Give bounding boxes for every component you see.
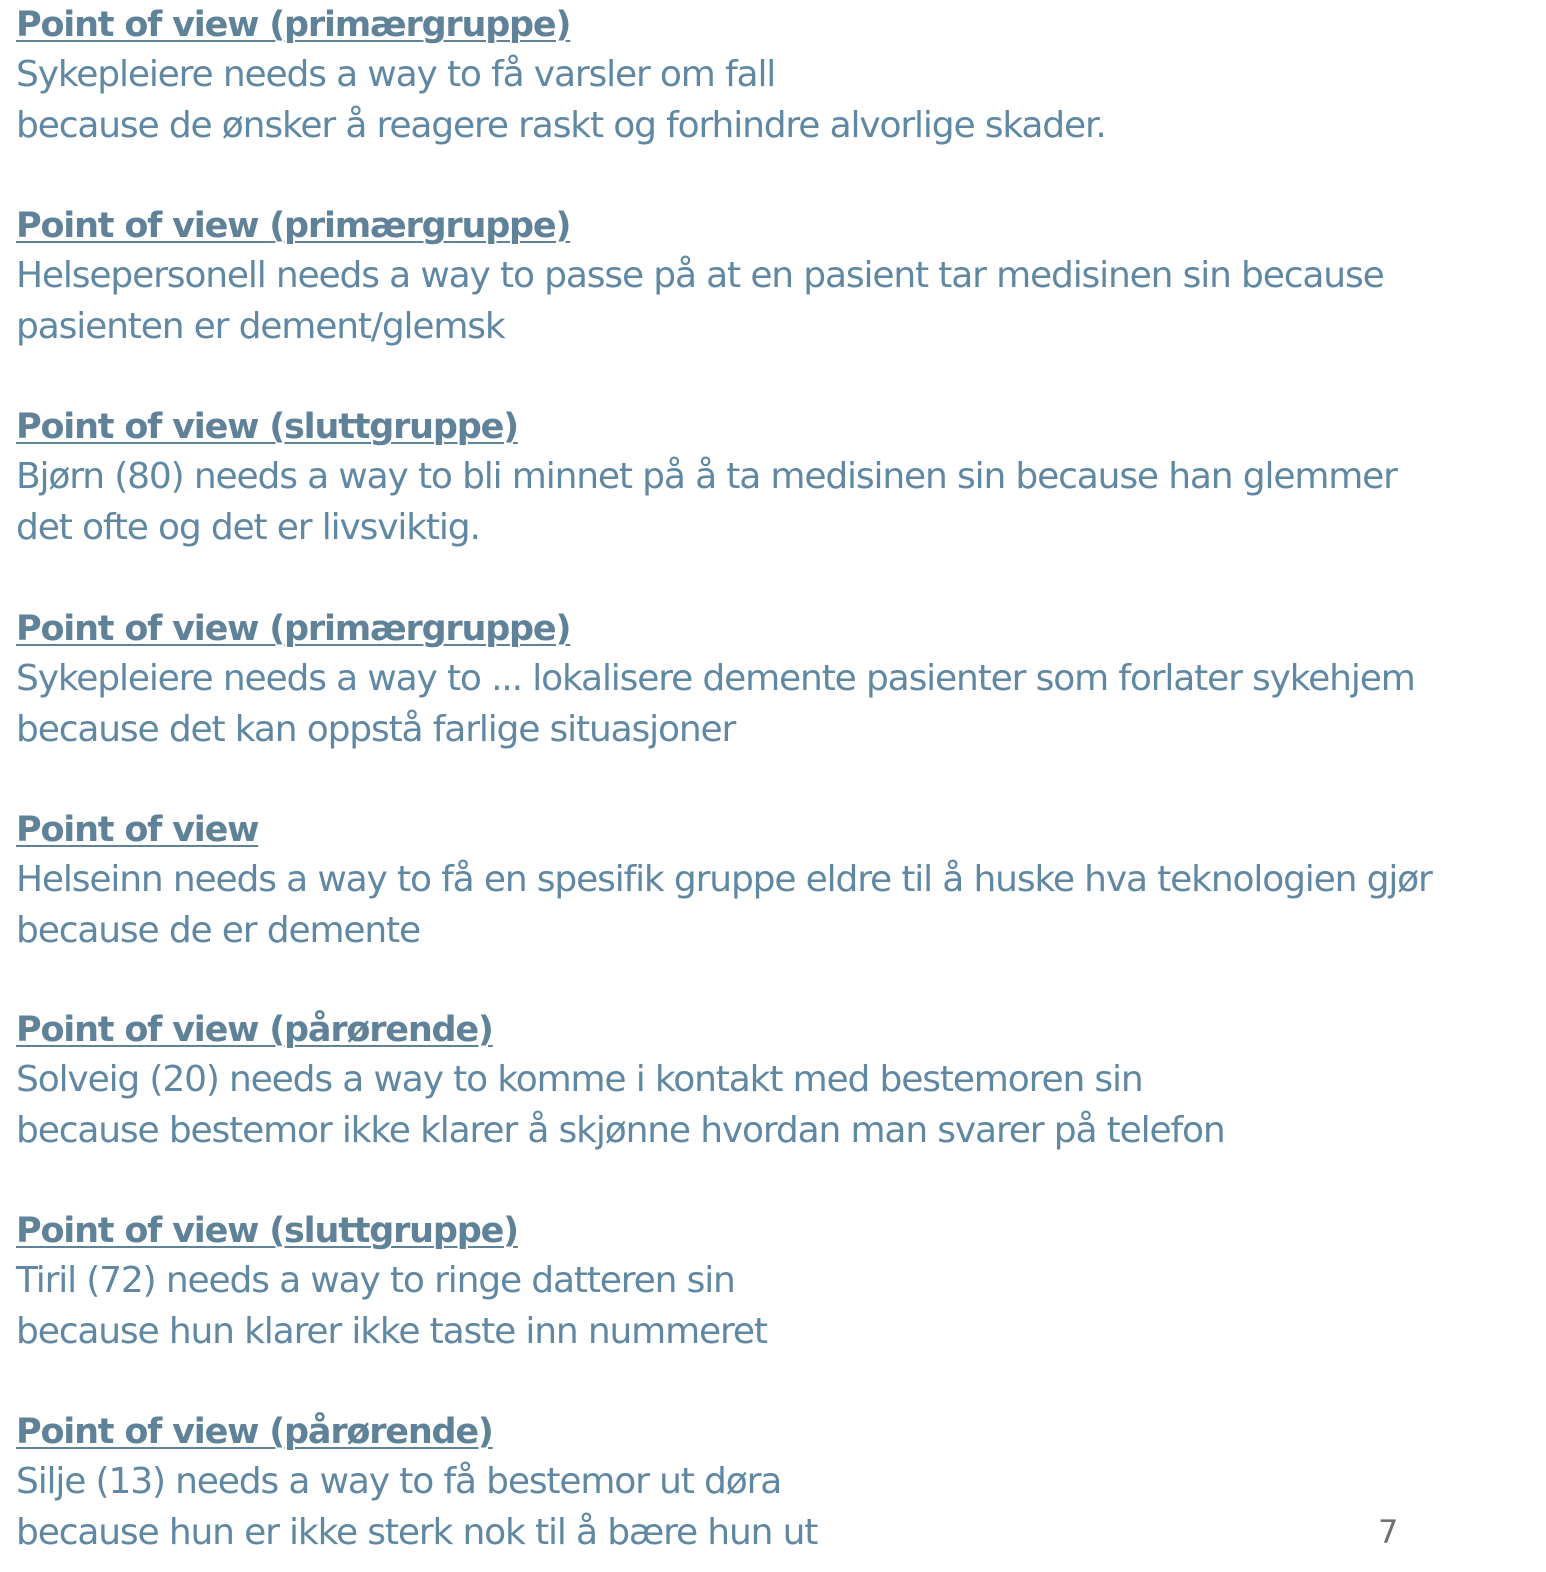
page-number: 7	[1378, 1513, 1399, 1551]
pov-heading: Point of view (primærgruppe)	[16, 609, 571, 649]
pov-line: pasienten er dement/glemsk	[16, 305, 505, 347]
pov-line: Sykepleiere needs a way to få varsler om fall	[16, 54, 776, 95]
pov-line: Silje (13) needs a way to få bestemor ut døra	[16, 1461, 782, 1502]
pov-line: Tiril (72) needs a way to ringe datteren sin	[16, 1260, 735, 1301]
pov-block-8	[16, 1407, 1526, 1558]
pov-line: because det kan oppstå farlige situasjoner	[16, 708, 736, 750]
pov-block-3	[16, 402, 1526, 553]
pov-line: because hun klarer ikke taste inn nummeret	[16, 1310, 767, 1352]
pov-heading: Point of view (pårørende)	[16, 1010, 493, 1050]
pov-line: because de er demente	[16, 909, 421, 951]
pov-block-2	[16, 201, 1526, 352]
pov-heading: Point of view	[16, 810, 259, 850]
pov-block-1	[16, 0, 1526, 151]
pov-line: because hun er ikke sterk nok til å bære hun ut	[16, 1511, 818, 1553]
pov-block-6	[16, 1005, 1526, 1156]
pov-block-7	[16, 1206, 1526, 1357]
pov-heading: Point of view (sluttgruppe)	[16, 1211, 518, 1251]
pov-block-5	[16, 805, 1526, 956]
pov-line: Helseinn needs a way to få en spesifik gruppe eldre til å huske hva teknologien gjør	[16, 859, 1432, 900]
pov-line: Solveig (20) needs a way to komme i kontakt med bestemoren sin	[16, 1059, 1143, 1100]
pov-line: det ofte og det er livsviktig.	[16, 506, 480, 548]
pov-line: Helsepersonell needs a way to passe på at en pasient tar medisinen sin because	[16, 255, 1384, 296]
pov-line: Sykepleiere needs a way to ... lokalisere demente pasienter som forlater sykehjem	[16, 658, 1415, 699]
pov-heading: Point of view (primærgruppe)	[16, 206, 571, 246]
pov-block-4	[16, 604, 1526, 755]
pov-heading: Point of view (sluttgruppe)	[16, 407, 518, 447]
pov-line: Bjørn (80) needs a way to bli minnet på å ta medisinen sin because han glemmer	[16, 456, 1397, 497]
pov-line: because bestemor ikke klarer å skjønne hvordan man svarer på telefon	[16, 1109, 1225, 1151]
pov-heading: Point of view (pårørende)	[16, 1412, 493, 1452]
pov-line: because de ønsker å reagere raskt og forhindre alvorlige skader.	[16, 104, 1106, 146]
pov-heading: Point of view (primærgruppe)	[16, 5, 571, 45]
